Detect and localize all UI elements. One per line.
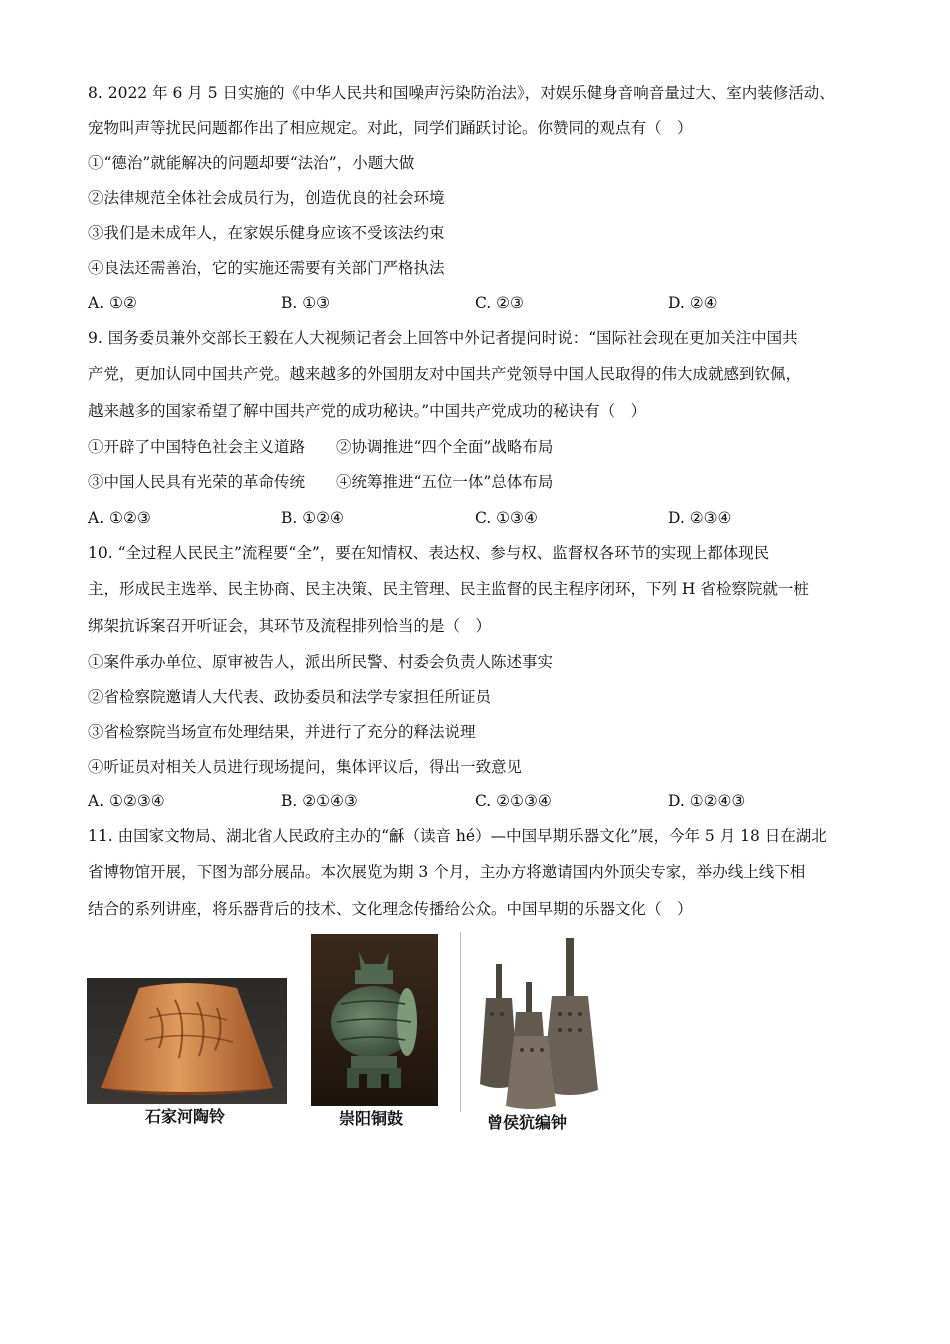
q11-stem-line-3: 结合的系列讲座，将乐器背后的技术、文化理念传播给公众。中国早期的乐器文化（ ） — [88, 900, 693, 918]
q8-statement-2: ②法律规范全体社会成员行为，创造优良的社会环境 — [88, 189, 445, 207]
q9-option-b: B. ①②④ — [281, 509, 344, 527]
q10-option-c: C. ②①③④ — [475, 792, 552, 810]
q10-statement-3: ③省检察院当场宣布处理结果，并进行了充分的释法说理 — [88, 723, 476, 741]
q10-stem-line-3: 绑架抗诉案召开听证会，其环节及流程排列恰当的是（ ） — [88, 617, 492, 635]
q8-option-c: C. ②③ — [475, 294, 524, 312]
q8-statement-1: ①“德治”就能解决的问题却要“法治”，小题大做 — [88, 154, 415, 172]
caption-pottery-bell: 石家河陶铃 — [145, 1107, 226, 1126]
q8-statement-4: ④良法还需善治，它的实施还需要有关部门严格执法 — [88, 259, 445, 277]
q11-stem-line-2: 省博物馆开展，下图为部分展品。本次展览为期 3 个月，主办方将邀请国内外顶尖专家，举办线上线下相 — [88, 863, 806, 881]
q10-stem-line-2: 主，形成民主选举、民主协商、民主决策、民主管理、民主监督的民主程序闭环，下列 H 省检察院就一桩 — [88, 580, 809, 598]
caption-bronze-drum: 崇阳铜鼓 — [339, 1109, 404, 1128]
q10-statement-1: ①案件承办单位、原审被告人，派出所民警、村委会负责人陈述事实 — [88, 653, 554, 671]
q9-stem-line-2: 产党，更加认同中国共产党。越来越多的外国朋友对中国共产党领导中国人民取得的伟大成就感到钦佩， — [88, 365, 802, 383]
q10-option-d: D. ①②④③ — [668, 792, 746, 810]
pottery-bell-image — [87, 978, 287, 1104]
q10-statement-2: ②省检察院邀请人大代表、政协委员和法学专家担任所证员 — [88, 688, 492, 706]
q10-stem-line-1: 10. “全过程人民民主”流程要“全”，要在知情权、表达权、参与权、监督权各环节的实现上都体现民 — [88, 544, 770, 562]
q9-option-d: D. ②③④ — [668, 509, 732, 527]
q10-statement-4: ④听证员对相关人员进行现场提问，集体评议后，得出一致意见 — [88, 758, 523, 776]
q8-option-b: B. ①③ — [281, 294, 331, 312]
bronze-drum-image — [311, 934, 438, 1106]
image-divider — [460, 932, 461, 1112]
q9-statement-3-4: ③中国人民具有光荣的革命传统 ④统筹推进“五位一体”总体布局 — [88, 473, 554, 491]
q9-statement-1-2: ①开辟了中国特色社会主义道路 ②协调推进“四个全面”战略布局 — [88, 438, 554, 456]
q8-statement-3: ③我们是未成年人，在家娱乐健身应该不受该法约束 — [88, 224, 445, 242]
q9-stem-line-1: 9. 国务委员兼外交部长王毅在人大视频记者会上回答中外记者提问时说：“国际社会现在更加关注中国共 — [88, 329, 798, 347]
q10-option-a: A. ①②③④ — [88, 792, 165, 810]
q9-option-c: C. ①③④ — [475, 509, 538, 527]
q8-stem-line-1: 8. 2022 年 6 月 5 日实施的《中华人民共和国噪声污染防治法》，对娱乐健身音响音量过大、室内装修活动、 — [88, 84, 835, 102]
q8-option-a: A. ①② — [88, 294, 137, 312]
q9-stem-line-3: 越来越多的国家希望了解中国共产党的成功秘诀。”中国共产党成功的秘诀有（ ） — [88, 402, 647, 420]
bianzhong-image — [468, 934, 608, 1110]
caption-bianzhong: 曾侯犺编钟 — [487, 1113, 568, 1132]
q11-stem-line-1: 11. 由国家文物局、湖北省人民政府主办的“龢（读音 hé）—中国早期乐器文化”展，今年 5 月 18 日在湖北 — [88, 827, 827, 845]
q10-option-b: B. ②①④③ — [281, 792, 358, 810]
q8-option-d: D. ②④ — [668, 294, 718, 312]
q9-option-a: A. ①②③ — [88, 509, 151, 527]
q8-stem-line-2: 宠物叫声等扰民问题都作出了相应规定。对此，同学们踊跃讨论。你赞同的观点有（ ） — [88, 119, 693, 137]
